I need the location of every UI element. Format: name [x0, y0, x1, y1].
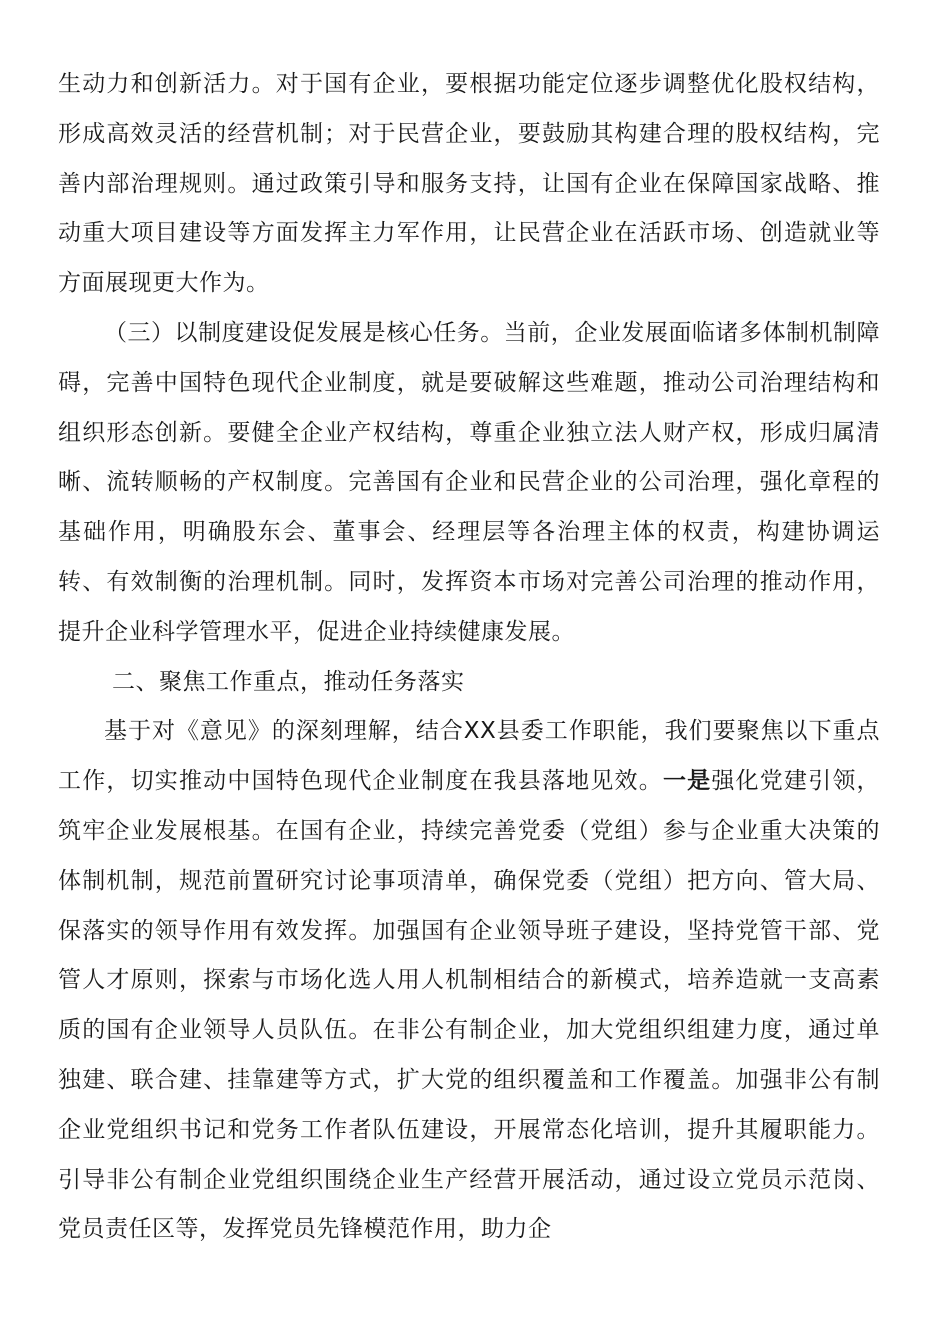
paragraph-work-focus	[58, 707, 880, 1255]
paragraph-text-before: 基于对《意见》的深刻理解，结合XX县委工作职能，我们要聚焦以下重点工作，切实推动中国特色现代企业制度在我县落地见效。	[58, 718, 880, 795]
paragraph-section-three: （三）以制度建设促发展是核心任务。当前，企业发展面临诸多体制机制障碍，完善中国特色现代企业制度，就是要破解这些难题，推动公司治理结构和组织形态创新。要健全企业产权结构，尊重企业独立法人财产权，形成归属清晰、流转顺畅的产权制度。完善国有企业和民营企业的公司治理，强化章程的基础作用，明确股东会、董事会、经理层等各治理主体的权责，构建协调运转、有效制衡的治理机制。同时，发挥资本市场对完善公司治理的推动作用，提升企业科学管理水平，促进企业持续健康发展。	[58, 319, 880, 645]
section-heading: 二、聚焦工作重点，推动任务落实	[112, 668, 465, 695]
paragraph-text-after: 强化党建引领，筑牢企业发展根基。在国有企业，持续完善党委（党组）参与企业重大决策的体制机制，规范前置研究讨论事项清单，确保党委（党组）把方向、管大局、保落实的领导作用有效发挥。加强国有企业领导班子建设，坚持党管干部、党管人才原则，探索与市场化选人用人机制相结合的新模式，培养造就一支高素质的国有企业领导人员队伍。在非公有制企业，加大党组织组建力度，通过单独建、联合建、挂靠建等方式，扩大党的组织覆盖和工作覆盖。加强非公有制企业党组织书记和党务工作者队伍建设，开展常态化培训，提升其履职能力。引导非公有制企业党组织围绕企业生产经营开展活动，通过设立党员示范岗、党员责任区等，发挥党员先锋模范作用，助力企	[58, 768, 881, 1243]
document-page	[58, 60, 880, 1255]
paragraph-continuation: 生动力和创新活力。对于国有企业，要根据功能定位逐步调整优化股权结构，形成高效灵活的经营机制；对于民营企业，要鼓励其构建合理的股权结构，完善内部治理规则。通过政策引导和服务支持，让国有企业在保障国家战略、推动重大项目建设等方面发挥主力军作用，让民营企业在活跃市场、创造就业等方面展现更大作为。	[58, 71, 880, 297]
bold-marker: 一是	[662, 768, 712, 795]
